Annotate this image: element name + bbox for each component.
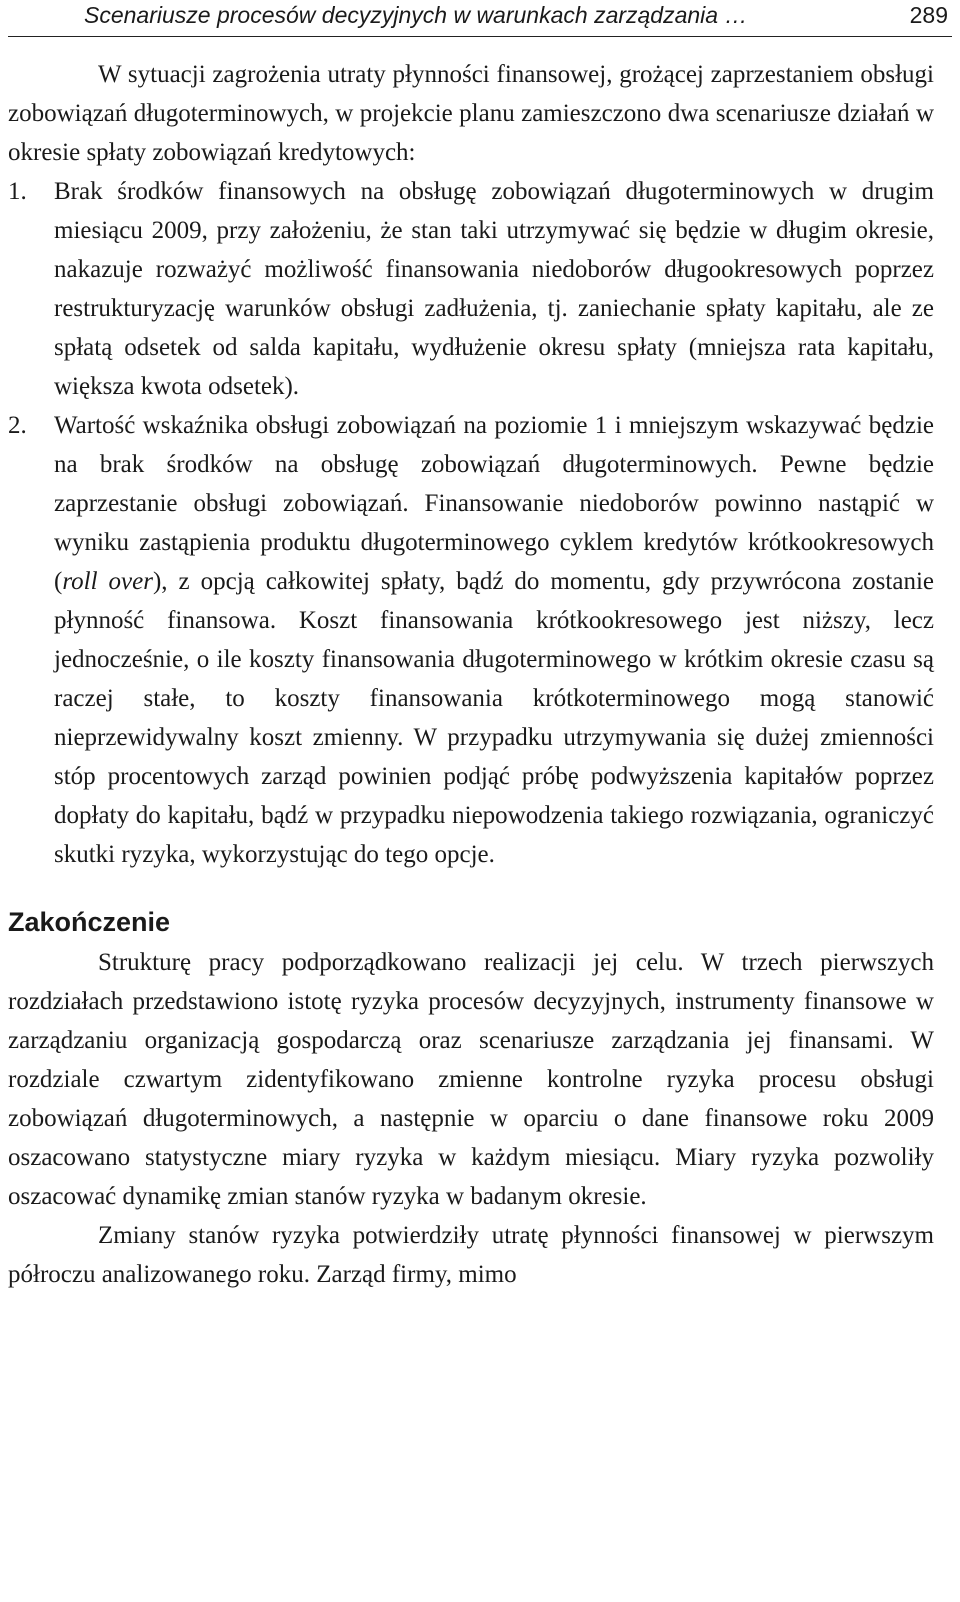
page-number: 289 — [909, 2, 948, 28]
intro-paragraph: W sytuacji zagrożenia utraty płynności finansowej, grożącej zaprzestaniem obsługi zobowiązań długoterminowych, w projekcie planu zamieszczono dwa scenariusze działań w okresie spłaty zobowiązań kredytowych: — [8, 61, 934, 166]
list-item-text-part: ), z opcją całkowitej spłaty, bądź do momentu, gdy przywrócona zostanie płynność finansowa. Koszt finansowania krótkookresowego jest niższy, lecz jednocześnie, o ile koszty finansowania długoterminowego w krótkim okresie czasu są raczej stałe, to koszty finansowania krótkoterminowego mogą stanowić nieprzewidywalny koszt zmienny. W przypadku utrzymywania się dużej zmienności stóp procentowych zarząd powinien podjąć próbę podwyższenia kapitałów poprzez dopłaty do kapitału, bądź w przypadku niepowodzenia takiego rozwiązania, ograniczyć skutki ryzyka, wykorzystując do tego opcje. — [54, 568, 934, 868]
page-body — [8, 55, 934, 1294]
list-item-1 — [8, 172, 934, 406]
list-item-2 — [8, 406, 934, 874]
italic-term: roll over — [62, 568, 153, 595]
conclusion-paragraph-2: Zmiany stanów ryzyka potwierdziły utratę płynności finansowej w pierwszym półroczu analizowanego roku. Zarząd firmy, mimo — [8, 1222, 934, 1288]
list-number: 2. — [8, 412, 27, 439]
running-title: Scenariusze procesów decyzyjnych w warunkach zarządzania … — [84, 2, 748, 28]
section-heading: Zakończenie — [8, 907, 171, 937]
list-item-text: Brak środków finansowych na obsługę zobowiązań długoterminowych w drugim miesiącu 2009, przy założeniu, że stan taki utrzymywać się będzie w długim okresie, nakazuje rozważyć możliwość finansowania niedoborów długookresowych poprzez restrukturyzację warunków obsługi zadłużenia, tj. zaniechanie spłaty kapitału, ale ze spłatą odsetek od salda kapitału, wydłużenie okresu spłaty (mniejsza rata kapitału, większa kwota odsetek). — [54, 178, 934, 400]
list-item-text-part: Wartość wskaźnika obsługi zobowiązań na poziomie 1 i mniejszym wskazywać będzie na brak środków na obsługę zobowiązań długoterminowych. Pewne będzie zaprzestanie obsługi zobowiązań. Finansowanie niedoborów powinno nastąpić w wyniku zastąpienia produktu długoterminowego cyklem kredytów krótkookresowych ( — [54, 412, 934, 595]
page-header — [8, 0, 952, 37]
list-number: 1. — [8, 178, 27, 205]
conclusion-paragraph-1: Strukturę pracy podporządkowano realizacji jej celu. W trzech pierwszych rozdziałach przedstawiono istotę ryzyka procesów decyzyjnych, instrumenty finansowe w zarządzaniu organizacją gospodarczą oraz scenariusze zarządzania jej finansami. W rozdziale czwartym zidentyfikowano zmienne kontrolne ryzyka procesu obsługi zobowiązań długoterminowych, a następnie w oparciu o dane finansowe roku 2009 oszacowano statystyczne miary ryzyka w każdym miesiącu. Miary ryzyka pozwoliły oszacować dynamikę zmian stanów ryzyka w badanym okresie. — [8, 949, 934, 1210]
